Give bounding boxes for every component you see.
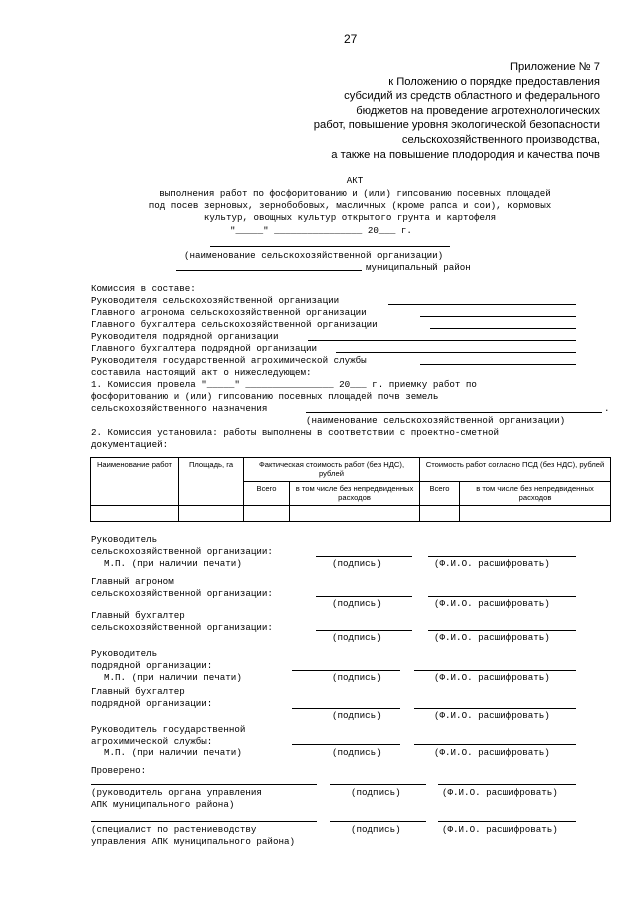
fio-line	[438, 821, 576, 822]
table-cell[interactable]	[460, 506, 611, 522]
sig-role: Главный агроном	[91, 576, 174, 587]
col-header-psd: Стоимость работ согласно ПСД (без НДС), рублей	[420, 458, 611, 482]
signature-line	[330, 784, 426, 785]
appendix-line: к Положению о порядке предоставления	[388, 75, 600, 88]
table-cell[interactable]	[244, 506, 290, 522]
table-cell[interactable]	[179, 506, 244, 522]
sig-role: Главный бухгалтер	[91, 686, 185, 697]
checker-role: (руководитель органа управления	[91, 787, 262, 798]
fio-line	[428, 596, 576, 597]
signature-line	[330, 821, 426, 822]
act-title-line: культур, овощных культур открытого грунта и картофеля	[203, 212, 497, 223]
checked-label: Проверено:	[91, 765, 147, 776]
sig-role: агрохимической службы:	[91, 736, 213, 747]
district-line	[176, 270, 362, 271]
table-cell[interactable]	[420, 506, 460, 522]
fio-caption: (Ф.И.О. расшифровать)	[434, 747, 550, 758]
fill-line	[420, 364, 576, 365]
page-number: 27	[344, 32, 358, 46]
fio-caption: (Ф.И.О. расшифровать)	[434, 632, 550, 643]
p1-line: фосфоритованию и (или) гипсованию посевных площадей почв земель	[91, 391, 439, 402]
p1-caption: (наименование сельскохозяйственной организации)	[306, 415, 566, 426]
p1-line: сельскохозяйственного назначения	[91, 403, 268, 414]
signature-line	[292, 744, 400, 745]
signature-line	[292, 708, 400, 709]
sig-role: сельскохозяйственной организации:	[91, 622, 273, 633]
act-title-line: выполнения работ по фосфоритованию и (или) гипсованию посевных площадей	[159, 188, 551, 199]
sign-caption: (подпись)	[332, 672, 382, 683]
commission-member: Руководителя подрядной организации	[91, 331, 279, 342]
checker-role: (специалист по растениеводству	[91, 824, 257, 835]
commission-member: Главного бухгалтера сельскохозяйственной организации	[91, 319, 378, 330]
fio-line	[428, 630, 576, 631]
fill-line	[388, 304, 576, 305]
fio-caption: (Ф.И.О. расшифровать)	[442, 787, 558, 798]
fio-caption: (Ф.И.О. расшифровать)	[434, 710, 550, 721]
subheader-total: Всего	[420, 482, 460, 506]
fio-caption: (Ф.И.О. расшифровать)	[442, 824, 558, 835]
signature-line	[292, 670, 400, 671]
p2-line: документацией:	[91, 439, 169, 450]
appendix-line: бюджетов на проведение агротехнологических	[356, 104, 600, 117]
subheader-incl: в том числе без непредвиденных расходов	[460, 482, 611, 506]
sig-role: сельскохозяйственной организации:	[91, 546, 273, 557]
fio-caption: (Ф.И.О. расшифровать)	[434, 598, 550, 609]
mp-label: М.П. (при наличии печати)	[104, 672, 242, 683]
appendix-line: субсидий из средств областного и федерального	[344, 90, 600, 103]
fio-caption: (Ф.И.О. расшифровать)	[434, 672, 550, 683]
mp-label: М.П. (при наличии печати)	[104, 747, 242, 758]
sig-role: подрядной организации:	[91, 660, 213, 671]
fill-line	[306, 412, 602, 413]
district-label: муниципальный район	[366, 262, 471, 273]
appendix-line: работ, повышение уровня экологической безопасности	[313, 119, 600, 132]
sign-caption: (подпись)	[332, 558, 382, 569]
sign-caption: (подпись)	[332, 747, 382, 758]
fill-line	[308, 340, 576, 341]
cost-table	[90, 457, 611, 522]
act-date: "_____" ________________ 20___ г.	[230, 225, 412, 236]
appendix-header	[314, 60, 600, 162]
table-cell[interactable]	[91, 506, 179, 522]
fill-line	[336, 352, 576, 353]
sig-role: сельскохозяйственной организации:	[91, 588, 273, 599]
fill-line	[91, 784, 317, 785]
fio-line	[414, 744, 576, 745]
fio-line	[438, 784, 576, 785]
act-title: АКТ	[346, 175, 364, 186]
table-cell[interactable]	[290, 506, 420, 522]
sign-caption: (подпись)	[332, 632, 382, 643]
fill-line	[420, 316, 576, 317]
commission-composed: составила настоящий акт о нижеследующем:	[91, 367, 312, 378]
mp-label: М.П. (при наличии печати)	[104, 558, 242, 569]
org-name-line	[210, 246, 450, 247]
fill-line	[91, 821, 317, 822]
org-name-caption: (наименование сельскохозяйственной организации)	[184, 250, 444, 261]
sign-caption: (подпись)	[351, 824, 401, 835]
commission-member: Руководителя сельскохозяйственной организации	[91, 295, 340, 306]
signature-line	[316, 596, 412, 597]
checker-role: АПК муниципального района)	[91, 799, 235, 810]
signature-line	[316, 556, 412, 557]
fill-line	[430, 328, 576, 329]
sig-role: Руководитель	[91, 648, 158, 659]
fio-line	[428, 556, 576, 557]
fio-line	[414, 708, 576, 709]
commission-heading: Комиссия в составе:	[91, 283, 196, 294]
act-title-line: под посев зерновых, зернобобовых, масличных (кроме рапса и сои), кормовых	[148, 200, 552, 211]
p1-line: 1. Комиссия провела "_____" ________________ 20___ г. приемку работ по	[91, 379, 477, 390]
commission-member: Руководителя государственной агрохимической службы	[91, 355, 367, 366]
appendix-line: а также на повышение плодородия и качества почв	[331, 148, 600, 161]
sig-role: Руководитель	[91, 534, 158, 545]
fio-line	[414, 670, 576, 671]
subheader-total: Всего	[244, 482, 290, 506]
subheader-incl: в том числе без непредвиденных расходов	[290, 482, 420, 506]
p1-period: .	[604, 403, 610, 414]
sig-role: Главный бухгалтер	[91, 610, 185, 621]
sign-caption: (подпись)	[332, 598, 382, 609]
signature-line	[316, 630, 412, 631]
appendix-line: Приложение № 7	[509, 61, 600, 73]
col-header-area: Площадь, га	[179, 458, 244, 506]
p2-line: 2. Комиссия установила: работы выполнены в соответствии с проектно-сметной	[91, 427, 499, 438]
sig-role: подрядной организации:	[91, 698, 213, 709]
commission-member: Главного бухгалтера подрядной организации	[91, 343, 318, 354]
commission-member: Главного агронома сельскохозяйственной организации	[91, 307, 367, 318]
appendix-line: сельскохозяйственного производства,	[401, 133, 600, 146]
col-header-actual: Фактическая стоимость работ (без НДС), рублей	[244, 458, 420, 482]
sign-caption: (подпись)	[332, 710, 382, 721]
fio-caption: (Ф.И.О. расшифровать)	[434, 558, 550, 569]
sign-caption: (подпись)	[351, 787, 401, 798]
checker-role: управления АПК муниципального района)	[91, 836, 295, 847]
col-header-name: Наименование работ	[91, 458, 179, 506]
sig-role: Руководитель государственной	[91, 724, 246, 735]
